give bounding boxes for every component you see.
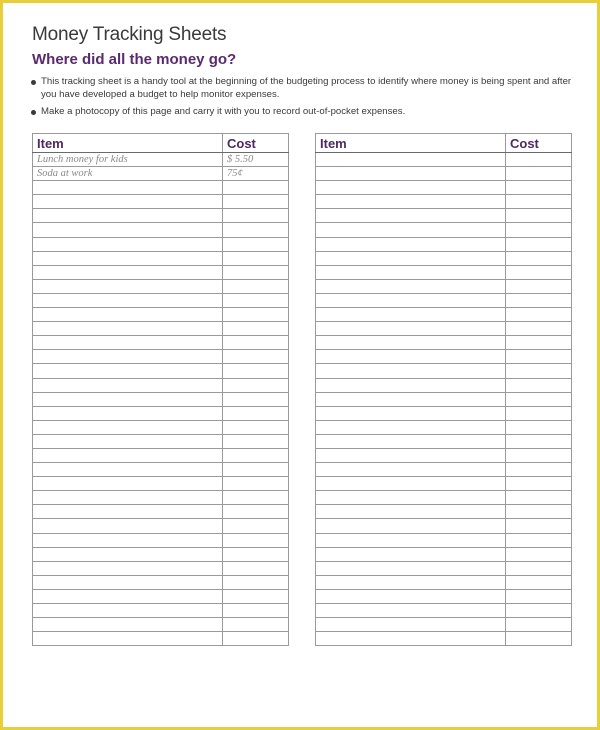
bullet-dot-icon xyxy=(31,110,36,115)
cost-cell[interactable] xyxy=(223,561,289,575)
item-cell[interactable] xyxy=(33,279,223,293)
item-cell[interactable] xyxy=(316,632,506,646)
table-row xyxy=(33,195,289,209)
table-row xyxy=(33,350,289,364)
cost-cell[interactable] xyxy=(223,378,289,392)
cost-cell[interactable] xyxy=(223,575,289,589)
item-cell[interactable] xyxy=(33,575,223,589)
table-row xyxy=(33,589,289,603)
table-row xyxy=(33,308,289,322)
item-cell[interactable] xyxy=(33,491,223,505)
table-row xyxy=(33,392,289,406)
expense-table-right xyxy=(315,133,572,646)
cost-cell[interactable] xyxy=(223,491,289,505)
cost-cell[interactable] xyxy=(506,195,572,209)
item-cell[interactable] xyxy=(33,589,223,603)
cost-cell[interactable] xyxy=(506,322,572,336)
cost-cell[interactable] xyxy=(506,265,572,279)
item-cell[interactable] xyxy=(33,533,223,547)
table-row xyxy=(316,293,572,307)
table-row xyxy=(316,575,572,589)
table-row xyxy=(33,604,289,618)
item-cell[interactable] xyxy=(33,350,223,364)
table-row xyxy=(316,153,572,167)
cost-cell[interactable] xyxy=(506,293,572,307)
table-row xyxy=(33,364,289,378)
page-title: Money Tracking Sheets xyxy=(32,24,227,45)
table-row xyxy=(33,575,289,589)
item-column-header: Item xyxy=(33,134,223,153)
cost-cell[interactable] xyxy=(223,350,289,364)
table-row xyxy=(33,463,289,477)
item-cell[interactable] xyxy=(316,153,506,167)
cost-cell[interactable] xyxy=(506,547,572,561)
item-cell[interactable] xyxy=(33,392,223,406)
item-cell[interactable] xyxy=(33,477,223,491)
cost-cell[interactable] xyxy=(506,308,572,322)
table-row xyxy=(316,265,572,279)
item-cell[interactable] xyxy=(316,181,506,195)
cost-cell[interactable] xyxy=(506,406,572,420)
item-cell[interactable] xyxy=(33,604,223,618)
item-cell[interactable] xyxy=(33,561,223,575)
item-cell[interactable] xyxy=(316,378,506,392)
cost-cell[interactable] xyxy=(223,434,289,448)
cost-cell[interactable] xyxy=(223,322,289,336)
cost-cell[interactable] xyxy=(506,153,572,167)
item-cell[interactable] xyxy=(33,308,223,322)
cost-cell[interactable] xyxy=(223,477,289,491)
table-header-row xyxy=(33,134,289,153)
cost-cell[interactable] xyxy=(506,336,572,350)
item-cell[interactable] xyxy=(316,448,506,462)
cost-cell[interactable] xyxy=(506,350,572,364)
table-row xyxy=(33,209,289,223)
item-cell[interactable] xyxy=(316,406,506,420)
item-cell[interactable] xyxy=(316,477,506,491)
table-row xyxy=(316,336,572,350)
table-row xyxy=(316,589,572,603)
item-cell[interactable]: Lunch money for kids xyxy=(33,153,223,167)
instructions-list xyxy=(30,76,575,124)
cost-cell[interactable] xyxy=(506,477,572,491)
cost-cell[interactable] xyxy=(506,392,572,406)
table-row xyxy=(33,406,289,420)
table-row xyxy=(33,251,289,265)
item-cell[interactable] xyxy=(316,279,506,293)
table-row xyxy=(33,279,289,293)
item-cell[interactable] xyxy=(33,378,223,392)
cost-cell[interactable] xyxy=(223,336,289,350)
table-row xyxy=(316,308,572,322)
item-cell[interactable] xyxy=(33,336,223,350)
cost-cell[interactable] xyxy=(506,251,572,265)
item-cell[interactable] xyxy=(316,604,506,618)
item-cell[interactable] xyxy=(33,618,223,632)
cost-cell[interactable] xyxy=(223,251,289,265)
table-header-row xyxy=(316,134,572,153)
cost-cell[interactable] xyxy=(223,533,289,547)
item-cell[interactable] xyxy=(33,406,223,420)
table-row xyxy=(33,322,289,336)
cost-cell[interactable] xyxy=(223,308,289,322)
cost-cell[interactable] xyxy=(506,575,572,589)
cost-cell[interactable] xyxy=(506,181,572,195)
item-cell[interactable] xyxy=(33,434,223,448)
item-cell[interactable] xyxy=(33,237,223,251)
item-cell[interactable] xyxy=(33,223,223,237)
item-cell[interactable] xyxy=(33,209,223,223)
table-row xyxy=(316,448,572,462)
table-row xyxy=(316,505,572,519)
table-row xyxy=(316,519,572,533)
item-cell[interactable] xyxy=(316,251,506,265)
cost-cell[interactable] xyxy=(223,463,289,477)
item-cell[interactable] xyxy=(316,434,506,448)
cost-cell[interactable] xyxy=(506,561,572,575)
item-cell[interactable] xyxy=(33,420,223,434)
item-cell[interactable] xyxy=(33,632,223,646)
bullet-text: This tracking sheet is a handy tool at the beginning of the budgeting process to identify where money is being spent and after you have developed a budget to help monitor expenses. xyxy=(41,76,572,100)
cost-cell[interactable] xyxy=(506,167,572,181)
table-row xyxy=(33,491,289,505)
cost-cell[interactable] xyxy=(506,463,572,477)
item-cell[interactable] xyxy=(316,392,506,406)
item-cell[interactable] xyxy=(316,308,506,322)
table-row xyxy=(33,181,289,195)
cost-cell[interactable] xyxy=(223,181,289,195)
item-cell[interactable] xyxy=(316,589,506,603)
table-row xyxy=(33,505,289,519)
cost-cell[interactable] xyxy=(506,604,572,618)
table-row xyxy=(316,420,572,434)
cost-cell[interactable] xyxy=(223,195,289,209)
table-row xyxy=(316,491,572,505)
table-row xyxy=(316,406,572,420)
cost-cell[interactable] xyxy=(506,209,572,223)
item-cell[interactable] xyxy=(316,519,506,533)
cost-cell[interactable] xyxy=(223,505,289,519)
cost-cell[interactable] xyxy=(506,632,572,646)
table-row xyxy=(316,378,572,392)
table-row xyxy=(316,251,572,265)
cost-cell[interactable] xyxy=(506,223,572,237)
item-cell[interactable] xyxy=(316,265,506,279)
item-cell[interactable] xyxy=(316,618,506,632)
item-cell[interactable] xyxy=(316,167,506,181)
cost-cell[interactable] xyxy=(506,237,572,251)
table-row xyxy=(33,336,289,350)
item-cell[interactable] xyxy=(33,293,223,307)
item-cell[interactable]: Soda at work xyxy=(33,167,223,181)
item-cell[interactable] xyxy=(316,491,506,505)
table-row xyxy=(316,561,572,575)
table-row xyxy=(316,604,572,618)
item-cell[interactable] xyxy=(316,364,506,378)
table-row xyxy=(33,420,289,434)
table-row xyxy=(316,195,572,209)
table-row xyxy=(316,533,572,547)
cost-cell[interactable] xyxy=(223,279,289,293)
cost-cell[interactable] xyxy=(506,533,572,547)
cost-cell[interactable] xyxy=(223,293,289,307)
cost-cell[interactable] xyxy=(506,434,572,448)
cost-cell[interactable]: $ 5.50 xyxy=(223,153,289,167)
cost-cell[interactable] xyxy=(223,237,289,251)
cost-cell[interactable] xyxy=(506,364,572,378)
cost-cell[interactable] xyxy=(223,604,289,618)
table-row xyxy=(33,434,289,448)
item-cell[interactable] xyxy=(33,364,223,378)
item-cell[interactable] xyxy=(316,223,506,237)
cost-cell[interactable] xyxy=(506,618,572,632)
item-cell[interactable] xyxy=(33,463,223,477)
cost-cell[interactable] xyxy=(506,491,572,505)
table-row xyxy=(316,279,572,293)
item-cell[interactable] xyxy=(316,547,506,561)
item-cell[interactable] xyxy=(33,251,223,265)
item-cell[interactable] xyxy=(316,463,506,477)
table-row xyxy=(316,463,572,477)
cost-cell[interactable] xyxy=(223,406,289,420)
cost-cell[interactable] xyxy=(223,223,289,237)
item-cell[interactable] xyxy=(33,547,223,561)
bullet-item xyxy=(30,106,575,119)
cost-cell[interactable] xyxy=(223,265,289,279)
table-row xyxy=(33,632,289,646)
table-row xyxy=(33,533,289,547)
cost-cell[interactable] xyxy=(223,392,289,406)
cost-cell[interactable] xyxy=(223,618,289,632)
table-row xyxy=(316,392,572,406)
table-row xyxy=(316,364,572,378)
cost-cell[interactable] xyxy=(506,420,572,434)
item-cell[interactable] xyxy=(316,561,506,575)
cost-cell[interactable] xyxy=(506,589,572,603)
cost-cell[interactable]: 75¢ xyxy=(223,167,289,181)
item-cell[interactable] xyxy=(316,575,506,589)
item-cell[interactable] xyxy=(33,448,223,462)
item-cell[interactable] xyxy=(316,293,506,307)
item-cell[interactable] xyxy=(316,350,506,364)
item-cell[interactable] xyxy=(316,237,506,251)
cost-cell[interactable] xyxy=(223,448,289,462)
cost-cell[interactable] xyxy=(506,378,572,392)
cost-column-header: Cost xyxy=(506,134,572,153)
table-row xyxy=(316,632,572,646)
table-row xyxy=(316,477,572,491)
item-cell[interactable] xyxy=(33,519,223,533)
table-row xyxy=(316,223,572,237)
item-cell[interactable] xyxy=(33,265,223,279)
cost-cell[interactable] xyxy=(506,448,572,462)
item-cell[interactable] xyxy=(316,533,506,547)
cost-cell[interactable] xyxy=(223,364,289,378)
table-row xyxy=(316,167,572,181)
cost-cell[interactable] xyxy=(223,632,289,646)
table-row xyxy=(33,378,289,392)
cost-cell[interactable] xyxy=(223,420,289,434)
item-cell[interactable] xyxy=(316,209,506,223)
cost-column-header: Cost xyxy=(223,134,289,153)
item-cell[interactable] xyxy=(316,336,506,350)
table-row xyxy=(33,265,289,279)
page-subtitle: Where did all the money go? xyxy=(32,51,237,68)
table-row xyxy=(316,434,572,448)
table-row xyxy=(316,237,572,251)
item-cell[interactable] xyxy=(33,322,223,336)
table-row xyxy=(316,547,572,561)
item-cell[interactable] xyxy=(316,322,506,336)
table-row xyxy=(33,519,289,533)
cost-cell[interactable] xyxy=(506,519,572,533)
cost-cell[interactable] xyxy=(223,547,289,561)
table-row xyxy=(316,209,572,223)
bullet-dot-icon xyxy=(31,80,36,85)
table-row xyxy=(33,448,289,462)
item-cell[interactable] xyxy=(316,420,506,434)
table-row xyxy=(33,547,289,561)
table-row xyxy=(33,561,289,575)
cost-cell[interactable] xyxy=(506,505,572,519)
item-cell[interactable] xyxy=(316,195,506,209)
bullet-text: Make a photocopy of this page and carry it with you to record out-of-pocket expenses. xyxy=(41,106,406,117)
cost-cell[interactable] xyxy=(223,589,289,603)
cost-cell[interactable] xyxy=(223,209,289,223)
cost-cell[interactable] xyxy=(223,519,289,533)
table-row xyxy=(33,167,289,181)
table-row xyxy=(33,223,289,237)
table-row xyxy=(33,153,289,167)
table-row xyxy=(33,293,289,307)
table-row xyxy=(316,350,572,364)
expense-table-left xyxy=(32,133,289,646)
item-column-header: Item xyxy=(316,134,506,153)
cost-cell[interactable] xyxy=(506,279,572,293)
table-row xyxy=(33,477,289,491)
item-cell[interactable] xyxy=(33,181,223,195)
item-cell[interactable] xyxy=(33,505,223,519)
item-cell[interactable] xyxy=(33,195,223,209)
table-row xyxy=(316,181,572,195)
table-row xyxy=(316,322,572,336)
table-row xyxy=(316,618,572,632)
table-row xyxy=(33,237,289,251)
item-cell[interactable] xyxy=(316,505,506,519)
table-row xyxy=(33,618,289,632)
bullet-item xyxy=(30,76,575,101)
